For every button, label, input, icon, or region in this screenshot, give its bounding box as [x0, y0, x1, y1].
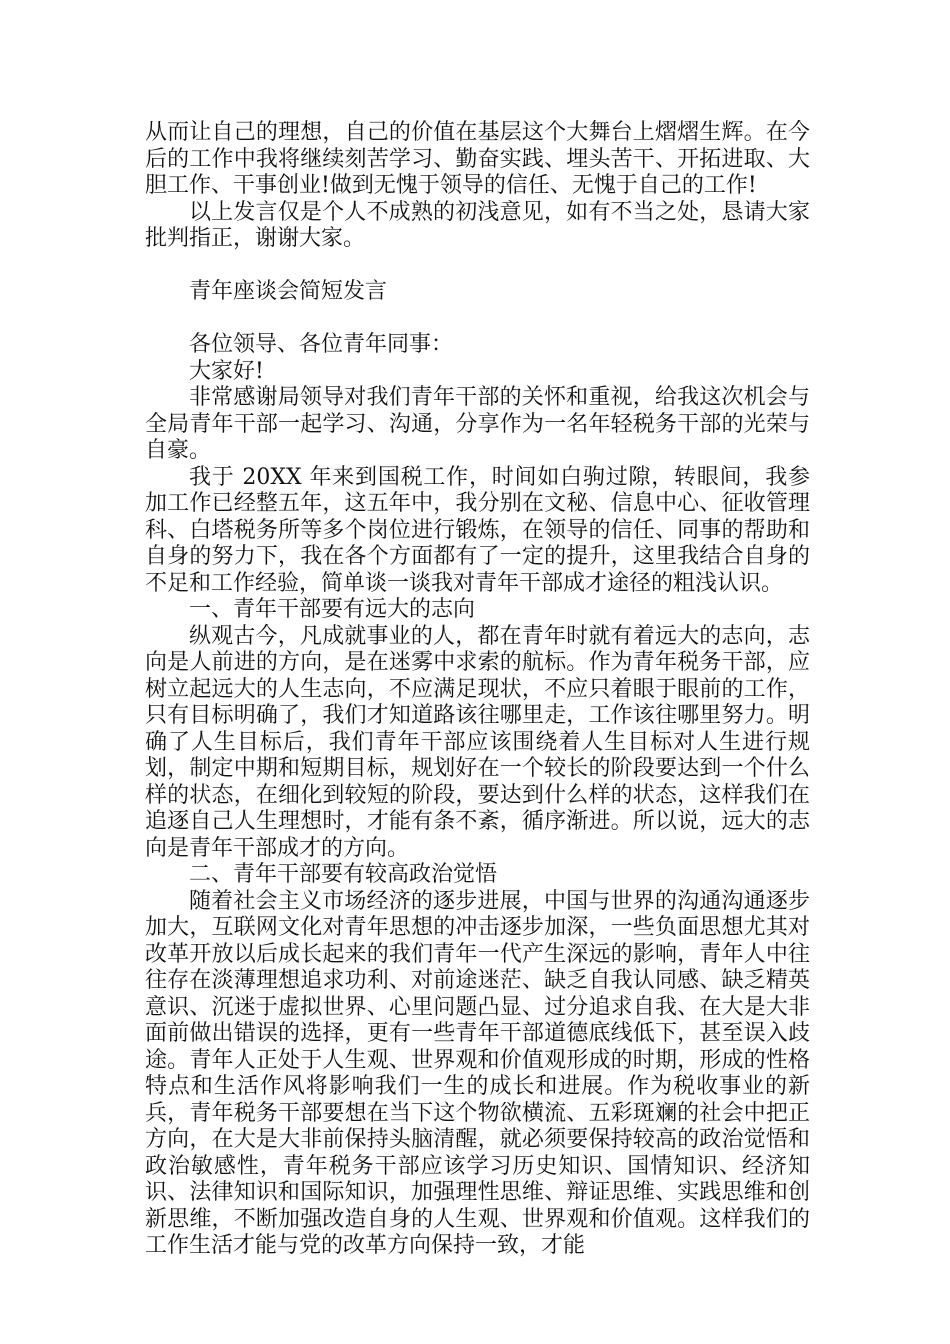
greeting: 大家好!	[189, 358, 264, 384]
paragraph-continuation: 从而让自己的理想，自己的价值在基层这个大舞台上熠熠生辉。在今后的工作中我将继续刻苦学习、勤奋实践、埋头苦干、开拓进取、大胆工作、干事创业!做到无愧于领导的信任、无愧于自己的工作!	[145, 120, 810, 198]
salutation: 各位领导、各位青年同事：	[189, 332, 454, 357]
paragraph-section-2: 随着社会主义市场经济的逐步进展，中国与世界的沟通沟通逐步加大，互联网文化对青年思想的冲击逐步加深，一些负面思想尤其对改革开放以后成长起来的我们青年一代产生深远的影响，青年人中往往存在淡薄理想追求功利、对前途迷茫、缺乏自我认同感、缺乏精英意识、沉迷于虚拟世界、心里问题凸显、过分追求自我、在大是大非面前做出错误的选择，更有一些青年干部道德底线低下，甚至误入歧途。青年人正处于人生观、世界观和价值观形成的时期，形成的性格特点和生活作风将影响我们一生的成长和进展。作为税收事业的新兵，青年税务干部要想在当下这个物欲横流、五彩斑斓的社会中把正方向，在大是大非前保持头脑清醒，就必须要保持较高的政治觉悟和政治敏感性，青年税务干部应该学习历史知识、国情知识、经济知识、法律知识和国际知识，加强理性思维、辩证思维、实践思维和创新思维，不断加强改造自身的人生观、世界观和价值观。这样我们的工作生活才能与党的改革方向保持一致，才能	[145, 888, 810, 1258]
paragraph-section-1: 纵观古今，凡成就事业的人，都在青年时就有着远大的志向，志向是人前进的方向，是在迷雾中求索的航标。作为青年税务干部，应树立起远大的人生志向，不应满足现状，不应只着眼于眼前的工作，只有目标明确了，我们才知道路该往哪里走，工作该往哪里努力。明确了人生目标后，我们青年干部应该围绕着人生目标对人生进行规划，制定中期和短期目标，规划好在一个较长的阶段要达到一个什么样的状态，在细化到较短的阶段，要达到什么样的状态，这样我们在追逐自己人生理想时，才能有条不紊，循序渐进。所以说，远大的志向是青年干部成才的方向。	[145, 623, 810, 861]
blank-line	[145, 253, 810, 280]
paragraph-intro: 我于 20XX 年来到国税工作，时间如白驹过隙，转眼间，我参加工作已经整五年，这五年中，我分别在文秘、信息中心、征收管理科、白塔税务所等多个岗位进行锻炼，在领导的信任、同事的帮助和自身的努力下，我在各个方面都有了一定的提升，这里我结合自身的不足和工作经验，简单谈一谈我对青年干部成才途径的粗浅认识。	[145, 464, 810, 596]
paragraph-thanks: 非常感谢局领导对我们青年干部的关怀和重视，给我这次机会与全局青年干部一起学习、沟通，分享作为一名年轻税务干部的光荣与自豪。	[145, 385, 810, 463]
document-body	[145, 120, 810, 1260]
paragraph-closing: 以上发言仅是个人不成熟的初浅意见，如有不当之处，恳请大家批判指正，谢谢大家。	[145, 199, 810, 251]
section-heading-2: 二、青年干部要有较高政治觉悟	[189, 862, 498, 887]
speech-title: 青年座谈会简短发言	[189, 279, 388, 304]
blank-line	[145, 306, 810, 333]
section-heading-1: 一、青年干部要有远大的志向	[189, 597, 476, 622]
